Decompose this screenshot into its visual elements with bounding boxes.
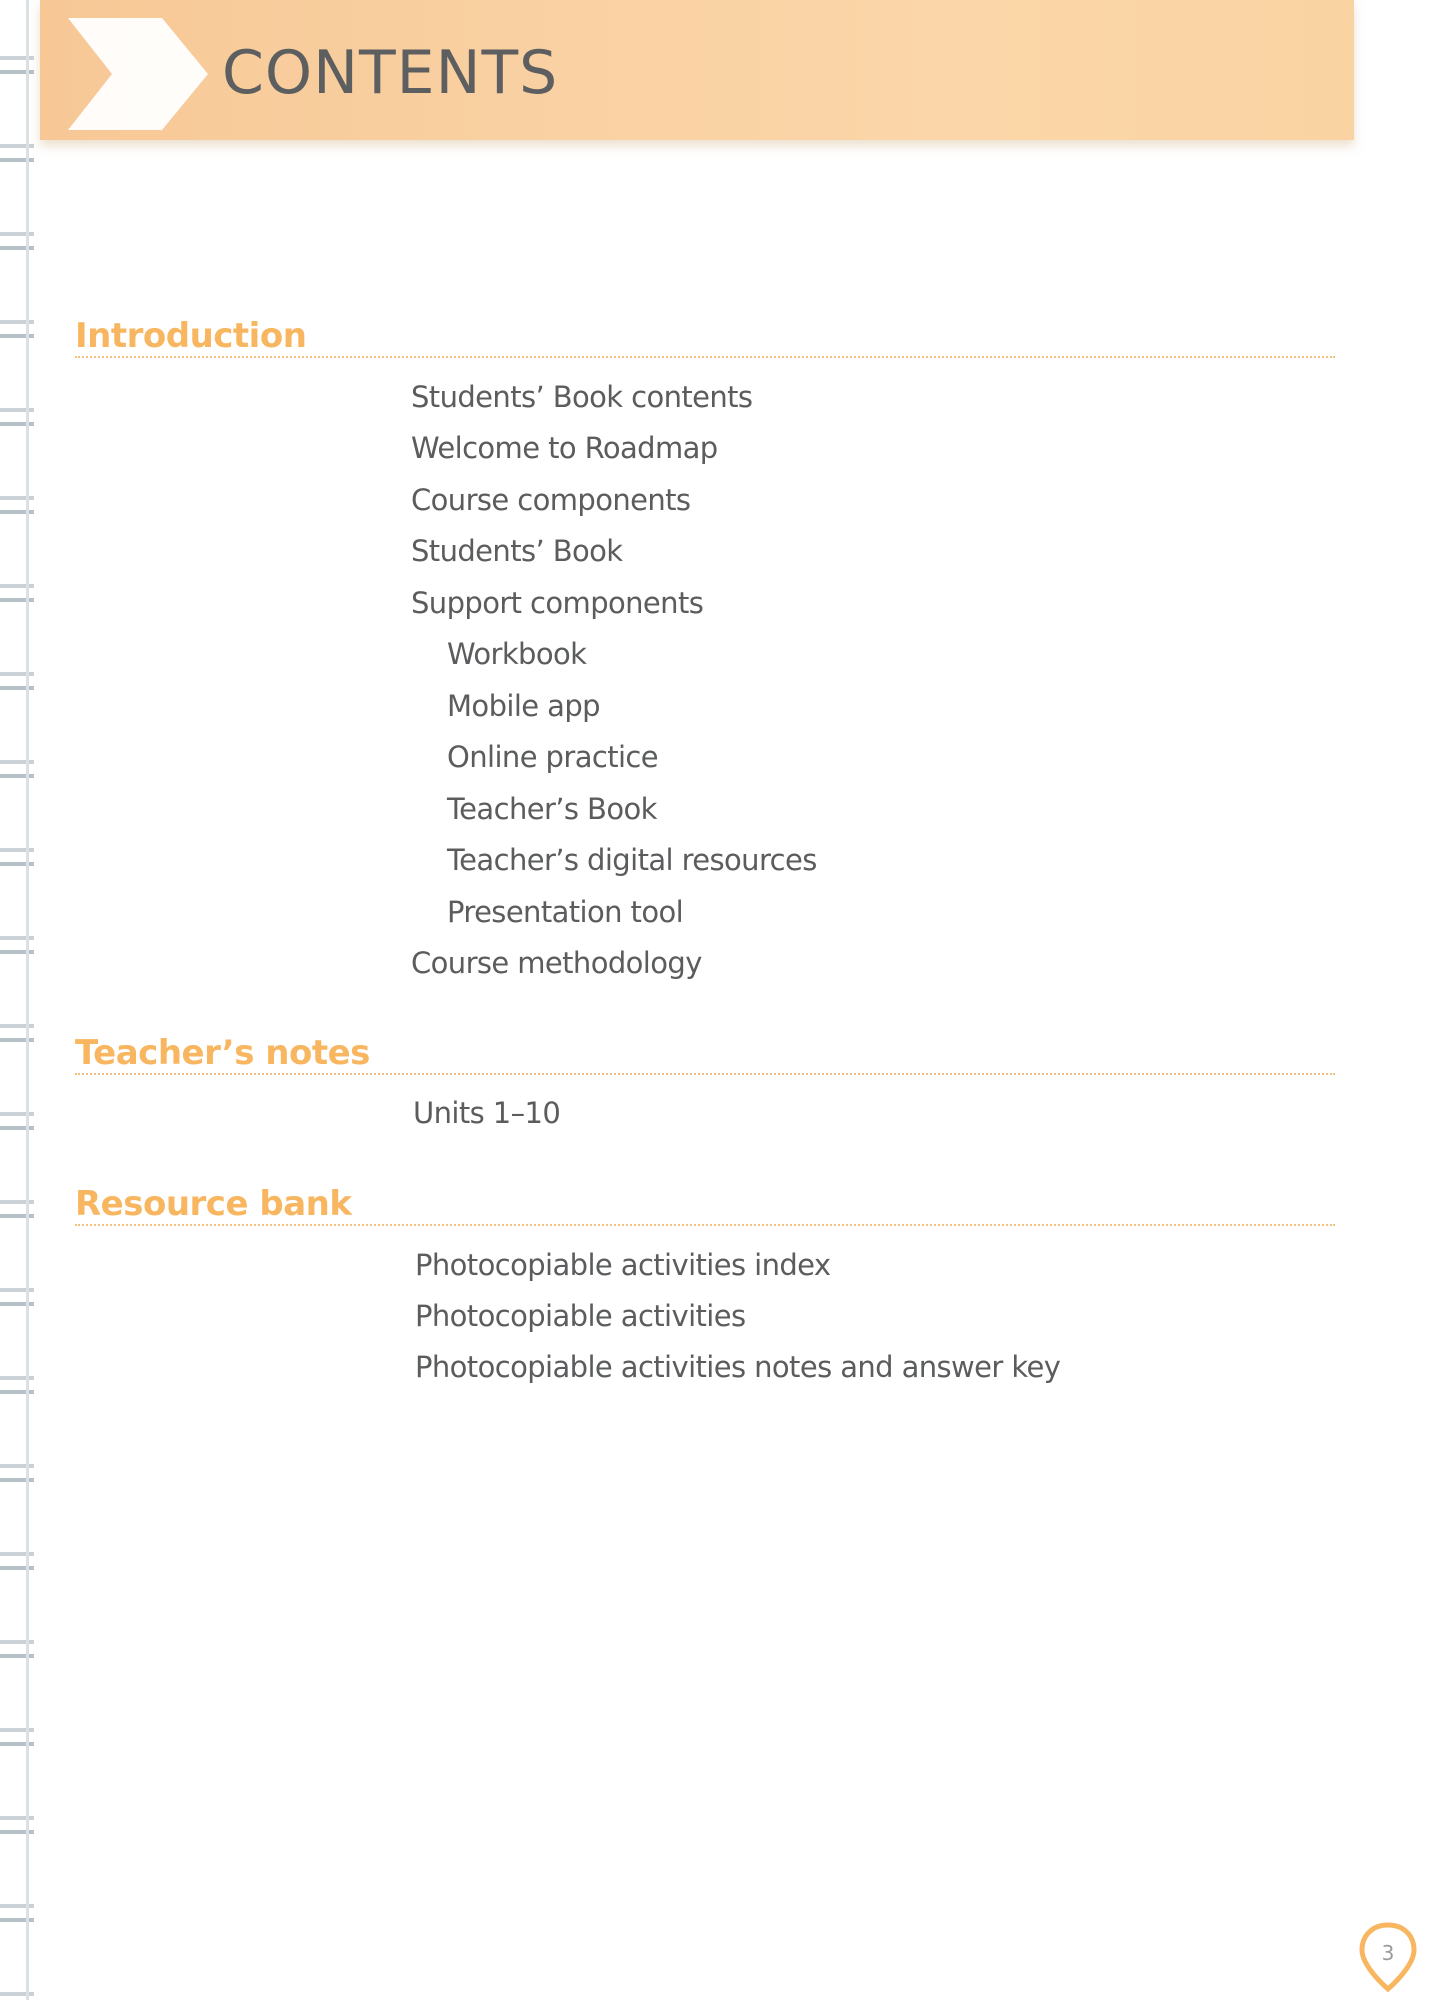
entry-label: Students’ Book contents	[411, 380, 753, 414]
entry-label: Photocopiable activities notes and answer key	[415, 1350, 1061, 1384]
section-heading-introduction	[75, 312, 1335, 358]
entry-label: Course components	[411, 483, 691, 517]
section-heading-teachers-notes	[75, 1029, 1335, 1075]
entry-label: Students’ Book	[411, 534, 623, 568]
entry-label: Teacher’s digital resources	[447, 843, 817, 877]
entry-label: Photocopiable activities index	[415, 1248, 831, 1282]
header-banner	[40, 0, 1354, 140]
page-title: CONTENTS	[222, 38, 559, 108]
entry-label: Teacher’s Book	[447, 792, 657, 826]
entry-label: Photocopiable activities	[415, 1299, 746, 1333]
entry-label: Support components	[411, 586, 704, 620]
entry-label: Presentation tool	[447, 895, 684, 929]
section-heading-label: Resource bank	[75, 1184, 352, 1224]
section-heading-label: Teacher’s notes	[75, 1033, 370, 1073]
section-heading-label: Introduction	[75, 316, 307, 356]
chevron-right-icon	[68, 18, 208, 130]
page-number: 3	[1381, 1941, 1395, 1965]
entry-label: Course methodology	[411, 946, 702, 980]
entry-label: Welcome to Roadmap	[411, 431, 718, 465]
entry-label: Online practice	[447, 740, 659, 774]
spiral-binding	[0, 0, 34, 2000]
entry-label: Mobile app	[447, 689, 600, 723]
section-heading-resource-bank	[75, 1180, 1335, 1226]
entry-label: Workbook	[447, 637, 587, 671]
entry-label: Units 1–10	[413, 1096, 561, 1130]
